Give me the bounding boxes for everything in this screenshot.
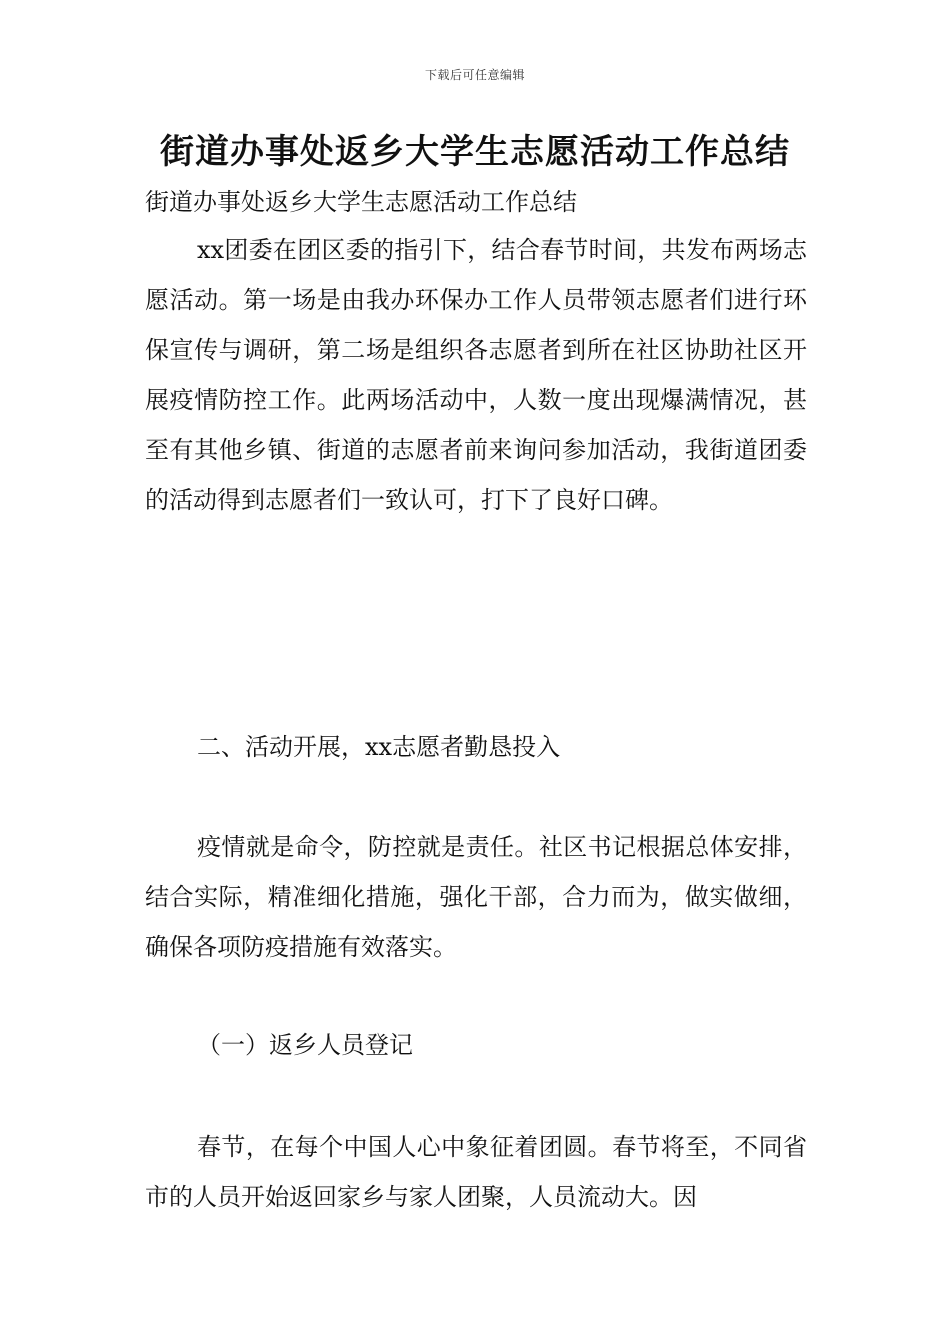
- paragraph-intro: xx团委在团区委的指引下，结合春节时间，共发布两场志愿活动。第一场是由我办环保办工作人员带领志愿者们进行环保宣传与调研，第二场是组织各志愿者到所在社区协助社区开展疫情防控工作。此两场活动中，人数一度出现爆满情况，甚至有其他乡镇、街道的志愿者前来询问参加活动，我街道团委的活动得到志愿者们一致认可，打下了良好口碑。: [145, 236, 807, 514]
- subsection-heading: （一）返乡人员登记: [197, 1031, 413, 1059]
- paragraph-spring-festival: 春节，在每个中国人心中象征着团圆。春节将至，不同省市的人员开始返回家乡与家人团聚，人员流动大。因: [145, 1133, 807, 1211]
- section-heading: 二、活动开展，xx志愿者勤恳投入: [197, 733, 561, 761]
- header-note: 下载后可任意编辑: [424, 68, 525, 82]
- paragraph-epidemic: 疫情就是命令，防控就是责任。社区书记根据总体安排，结合实际，精准细化措施，强化干部，合力而为，做实做细，确保各项防疫措施有效落实。: [145, 833, 807, 961]
- document-title: 街道办事处返乡大学生志愿活动工作总结: [160, 132, 790, 172]
- document-subtitle: 街道办事处返乡大学生志愿活动工作总结: [145, 188, 577, 216]
